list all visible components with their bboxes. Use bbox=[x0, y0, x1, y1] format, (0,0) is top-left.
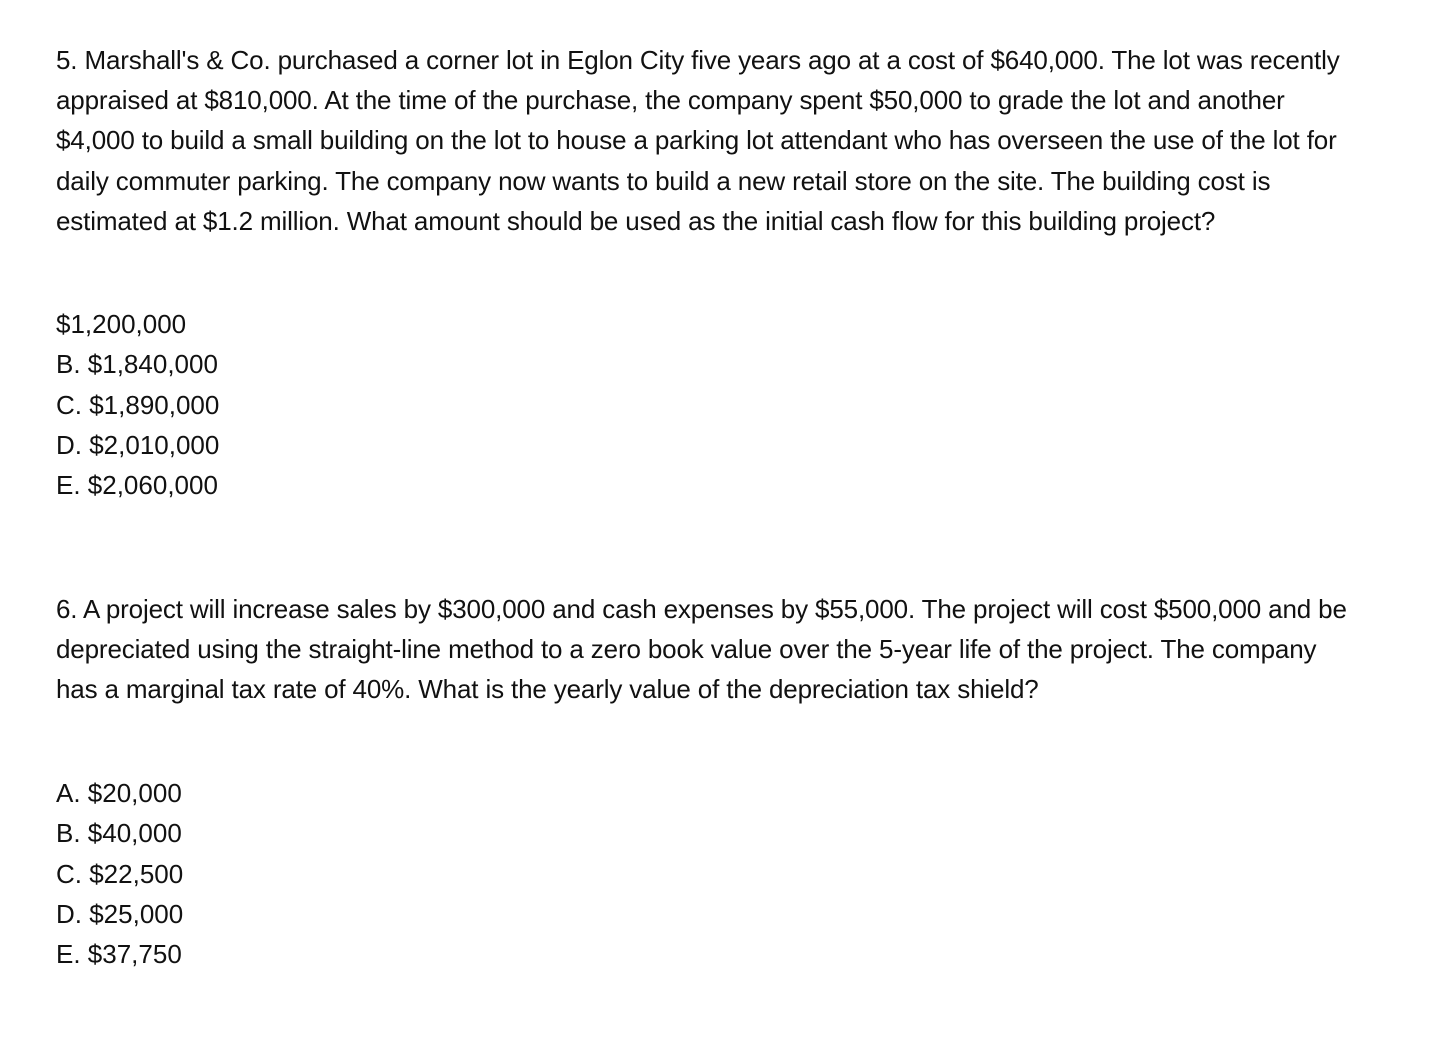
question-5-option-d: D. $2,010,000 bbox=[56, 429, 220, 460]
question-6 bbox=[56, 589, 1356, 710]
question-5-options bbox=[56, 304, 219, 505]
question-6-option-e: E. $37,750 bbox=[56, 939, 182, 970]
question-5-option-e: E. $2,060,000 bbox=[56, 470, 218, 501]
question-6-options bbox=[56, 773, 183, 974]
question-5-text: 5. Marshall's & Co. purchased a corner lot in Eglon City five years ago at a cost of $640,000. The lot was recently appraised at $810,000. At the time of the purchase, the company spent $50,000 to grade the lot and another $4,000 to build a small building on the lot to house a parking lot attendant who has overseen the use of the lot for daily commuter parking. The company now wants to build a new retail store on the site. The building cost is estimated at $1.2 million. What amount should be used as the initial cash flow for this building project? bbox=[56, 45, 1340, 236]
question-5-option-b: B. $1,840,000 bbox=[56, 349, 218, 380]
question-5-option-c: C. $1,890,000 bbox=[56, 389, 220, 420]
question-5-option-a: $1,200,000 bbox=[56, 309, 187, 339]
question-5 bbox=[56, 40, 1356, 241]
question-6-text: 6. A project will increase sales by $300,000 and cash expenses by $55,000. The project will cost $500,000 and be depreciated using the straight-line method to a zero book value over the 5-year life of the project. The company has a marginal tax rate of 40%. What is the yearly value of the depreciation tax shield? bbox=[56, 594, 1347, 705]
question-6-option-c: C. $22,500 bbox=[56, 858, 184, 889]
question-6-option-b: B. $40,000 bbox=[56, 818, 182, 849]
question-6-option-d: D. $25,000 bbox=[56, 898, 184, 929]
question-6-option-a: A. $20,000 bbox=[56, 778, 182, 808]
